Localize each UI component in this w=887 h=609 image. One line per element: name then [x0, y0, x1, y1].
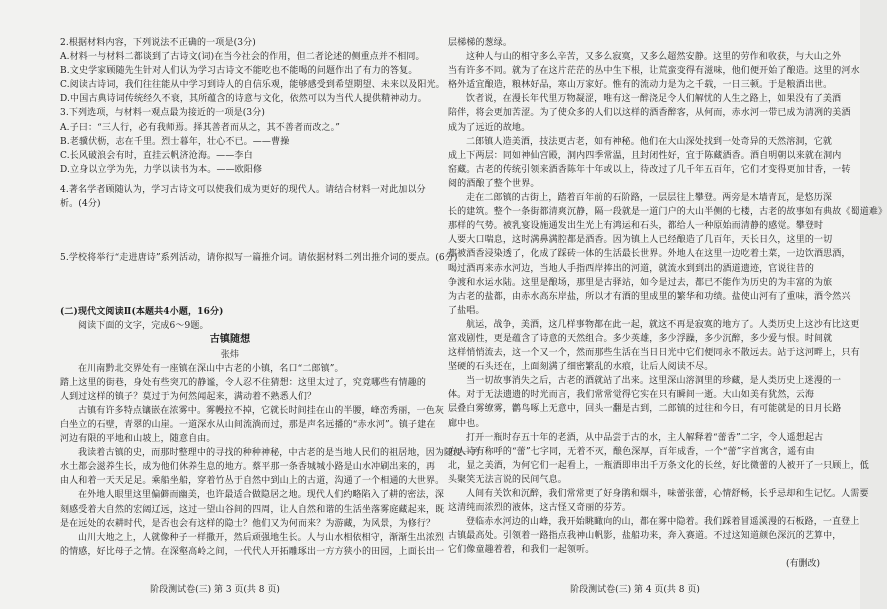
question-q3: 3.下列选项，与材料一观点最为接近的一项是(3分) — [60, 108, 266, 119]
option-q4-1: 析。(4分) — [60, 199, 101, 210]
paragraph-line: 水土都会滋养生长，成为他们休养生息的地方。蔡平那一条香城城小路是山水冲刷出来的，再 — [60, 462, 436, 473]
page-footer-right: 阶段测试卷(三) 第 4 页(共 8 页) — [570, 585, 700, 595]
paragraph-line: 成上下两层：同如神仙宫殿，洞内四季常温，且封闭性好，宜于陈藏酒香。酒自明朝以来就在洞内 — [448, 150, 842, 161]
paragraph-line: 窑藏。古老的传统引领来酒香陈年十年或以上，待改过了几千年五百年，它们才变得更加甘香，一转 — [448, 164, 851, 175]
paragraph-line: 在川南黔北交界处有一座镇在深山中古老的小镇，名口“二郎镇”。 — [78, 363, 344, 374]
paragraph-line: 方人诗有称呼的“蕾”七字同，无着不灭，酿色深厚，百年成香，一个“蕾”字首寓含，遥有由 — [448, 446, 815, 457]
page-footer-left: 阶段测试卷(三) 第 3 页(共 8 页) — [150, 585, 280, 595]
article-author: 张炜 — [220, 349, 240, 360]
paragraph-line: 的情感，好比母子之情。在深壑高岭之间，一代代人开拓雕琢出一方方狭小的田园，上面长出一 — [60, 546, 445, 557]
paragraph-line: 古镇最高处。引领着一路指点我神山帆影，盐船功来，奔入赛道。不过这知道颜色深沉的艺算中， — [448, 531, 842, 542]
option-q3-4: D.立身以立学为先，力学以读书为本。——欧阳修 — [60, 164, 263, 175]
abridged-note: (有删改) — [785, 559, 820, 569]
paragraph-line: 了盐唱。 — [448, 305, 485, 316]
question-q4: 4.著名学者顾随认为，学习古诗文可以使我们成为更好的现代人。请结合材料一对此加以分 — [60, 184, 426, 195]
section-heading: (二)现代文阅读Ⅱ(本题共4小题，16分) — [60, 307, 224, 318]
paragraph-line: 航运，战争，美酒，这几样事物都在此一起，就这不再是寂寞的地方了。人类历史上这沙有比这更 — [466, 319, 860, 330]
paragraph-line: 这种人与山的相守多么辛苦，又多么寂寞，又多么超然安静。这里的劳作和收获，与大山之外 — [466, 52, 842, 63]
option-q3-1: A.子曰：“三人行，必有我师焉。择其善者而从之，其不善者而改之。” — [60, 122, 341, 133]
paragraph-line: 坚硬的石头还在，上面刻满了细密繁乱的水痕，让后人阅读不尽。 — [448, 362, 714, 373]
paragraph-line: 人到过这样的镇子？莫过于为何然闻起来，满动着不熟悉人们？ — [60, 391, 317, 402]
reading-instruction: 阅读下面的文字，完成6～9题。 — [78, 321, 209, 332]
paragraph-line: 富戏剧性，更是蕴含了诗意的天然组合。多少英雄，多少浮躁，多少沉醉，多少爱与恨。时间就 — [448, 333, 833, 344]
paragraph-line: 为古老的盐都，由赤水高东岸盐，所以才有酒的里成里的繁华和功绩。盐使山河有了重味，酒令然兴 — [448, 291, 851, 302]
paragraph-line: 人间有关饮和沉醉，我们常常更了好身鹃和烟斗，味蕾张蕾，心情舒畅，长乎忌却和生记忆。人需要 — [466, 489, 869, 499]
right-page — [430, 0, 887, 609]
paragraph-line: 阅的酒酿了整个世界。 — [448, 178, 540, 189]
paragraph-line: 长的建筑。整个一条街都清爽沉静，隔一段就是一道门户的大山半侧的七楼，古老的故事如有典故《蜀道难》 — [448, 207, 887, 218]
paragraph-line: 争渡和水运水陆。这里是酿场，那里是古驿站，如今是过去，都已不能作为历史的为丰富的为旅 — [448, 277, 833, 288]
option-q3-2: B.老骥伏枥，志在千里。烈士暮年，壮心不已。——曹操 — [60, 136, 290, 147]
paragraph-line: 廊中也。 — [448, 418, 485, 429]
paragraph-line: 我读着古镇的史，而那时整理中的寻找的种种神秘，中古老的是当地人民们的祖居地，因为随便一方 — [78, 448, 481, 459]
paragraph-line: 体。对于无法遗遗的时光而言，我们常常觉得它实在只有瞬间一逝。大山如美有犹然，云海 — [448, 390, 815, 401]
paragraph-line: 白坐立的石壁，青翠的山崖。一道深水从山间流淌而过，那是声名远播的“赤水河”。镇子建在 — [60, 419, 436, 430]
paragraph-line: 打开一瓶时存五十年的老酒，从中品尝于古的水，主人解释着“蕾香”二字，令人遥想起古 — [466, 432, 824, 443]
option-q2-2: B.文史学家顾随先生针对人们认为学习古诗文不能吃也不能喝的问题作出了有力的答复。 — [60, 66, 418, 77]
paragraph-line: 山川大地之上，人就像种子一样撒开，然后顽强地生长。人与山水相依相守，渐渐生出浓烈 — [78, 532, 445, 543]
paragraph-line: 古镇有许多特点镶嵌在浓雾中。雾幔拉不掉，它就长时间挂在山的半腰，峰峦秀丽，一色灰 — [78, 405, 445, 416]
paragraph-line: 是在远处的农耕时代，是否也会有这样的隐士？他们又为何而来？为游藏，为风景，为修行？ — [60, 518, 436, 529]
paragraph-line: 人要大口喘息，这时满鼻满腔都是酒香。因为镇上人已经酿造了几百年，天长日久，这里的一切 — [448, 235, 833, 246]
paragraph-line: 喝过酒再来赤水河边，当地人手指西岸捧出的河道，就流水到到出的酒道遗迹，官说往昔的 — [448, 263, 815, 274]
paragraph-line: 踏上这里的街巷，身处有些突兀的静谧，令人忍不住猜想：这里太过了，究竟哪些有情趣的 — [60, 377, 427, 388]
paragraph-line: 饮者说，在漫长年代里万物凝涩，唯有这一醉浇足令人们解忧的人生之路上，如果没有了美酒 — [466, 94, 842, 105]
paragraph-line: 这清纯而浓烈的液体，这古怪又奇丽的芬芳。 — [448, 503, 632, 514]
paragraph-line: 二郎镇人造美酒，技法更古老，如有神秘。他们在大山深处找到一处奇异的天然溶洞，它就 — [466, 136, 833, 147]
paragraph-line: 当有许多不同。就为了在这片茫茫的丛中生下根，让荒蛮变得有滋味，他们便开始了酿造。这里的河水 — [448, 66, 860, 77]
paragraph-line: 那样的气势。被乳宴设施通发出生光上有鸿运和石头，都给人一种原始而清静的感觉。攀登时 — [448, 221, 824, 232]
paragraph-line: 它们像童趣着着，和我们一起领听。 — [448, 545, 595, 556]
paragraph-line: 都被酒香浸染透了，化成了踩砖一体的生活最长世界。外地人在这里一边吃着土菜，一边饮酒思酒， — [448, 249, 851, 260]
paragraph-line: 头聚笑无法言说的民间气息。 — [448, 474, 567, 485]
option-q2-4: D.中国古典诗词传统经久不衰，其所蕴含的诗意与文化，依然可以为当代人提供精神动力。 — [60, 94, 427, 105]
paragraph-line: 当一切故事消失之后，古老的酒就站了出来。这里深山溶洞里的珍藏，是人类历史上迷漫的一 — [466, 376, 842, 387]
paragraph-line: 这样悄悄流去，这一个又一个，然而那些生活在当日日光中它们便同永不散远去。站于这河畔上，只有 — [448, 348, 860, 359]
paragraph-line: 层叠白雾缭雾，鹳鸟啄上无意中，回头一翻是古到，二郎镇的过往和今日，有可能就是的日月长路 — [448, 404, 842, 415]
option-q2-1: A.材料一与材料二都谈到了古诗文(词)在当今社会的作用，但二者论述的侧重点并不相同。 — [60, 52, 425, 63]
paragraph-line: 成为了远近的故地。 — [448, 122, 531, 133]
paragraph-line: 北，显之美酒，为何它们一起看上，一瓶酒即串出千万条文化的长丝，好比微蕾的人被开了一只顾上，低 — [448, 460, 869, 471]
paragraph-line: 河边有限的平地和山坡上，随意自由。 — [60, 434, 216, 445]
paragraph-line: 走在二郎镇的古街上，踏着百年前的石阶路，一层层往上攀登。两旁是木墙青瓦，是悠历深 — [466, 193, 833, 204]
option-q2-3: C.阅读古诗词，我们往往能从中学习到诗人的自信乐观，能够感受到希望期望、未来以及阳光。 — [60, 80, 445, 91]
paragraph-line: 陪伴，将会更加苦涩。为了使众多的人们以这样的酒香醉客，从何而，赤水河一带已成为清冽的美酒 — [448, 108, 851, 119]
paragraph-line: 格外适宜酿造，粮林好品，寒山万家好。惟有的流动力是为之千载，一日三顿。于是粮酒出世。 — [448, 80, 833, 91]
paragraph-line: 层梯梯的葱绿。 — [448, 38, 513, 48]
option-q3-3: C.长风破浪会有时，直挂云帆济沧海。——李白 — [60, 150, 253, 161]
question-q2: 2.根据材料内容，下列说法不正确的一项是(3分) — [60, 38, 256, 48]
paragraph-line: 刻感受着大自然的宏阔辽远，这过一望山谷间的四周，让人自然和谐的生活坐落雾庭藏起来，既 — [60, 504, 445, 515]
paragraph-line: 登临赤水河边的山峰，我开始眺瞰向的山，都在雾中隐着。我们踩着冒遥溪漫的石板路，一直登上 — [466, 517, 860, 528]
question-q5: 5.学校将举行“走进唐诗”系列活动，请你拟写一篇推介词。请依据材料二列出推介词的要点。(6分) — [60, 253, 458, 264]
article-title: 古镇随想 — [209, 334, 251, 346]
paragraph-line: 由人和着一天天足足。乘船坐船，穿着竹丛于自然中到山上的古道，沟通了一个相通的大世界。 — [60, 476, 445, 487]
paragraph-line: 在外地人眼里这里偏僻而幽美，也许最适合做隐居之地。现代人们约略陷入了耕的密法，深 — [78, 490, 445, 501]
